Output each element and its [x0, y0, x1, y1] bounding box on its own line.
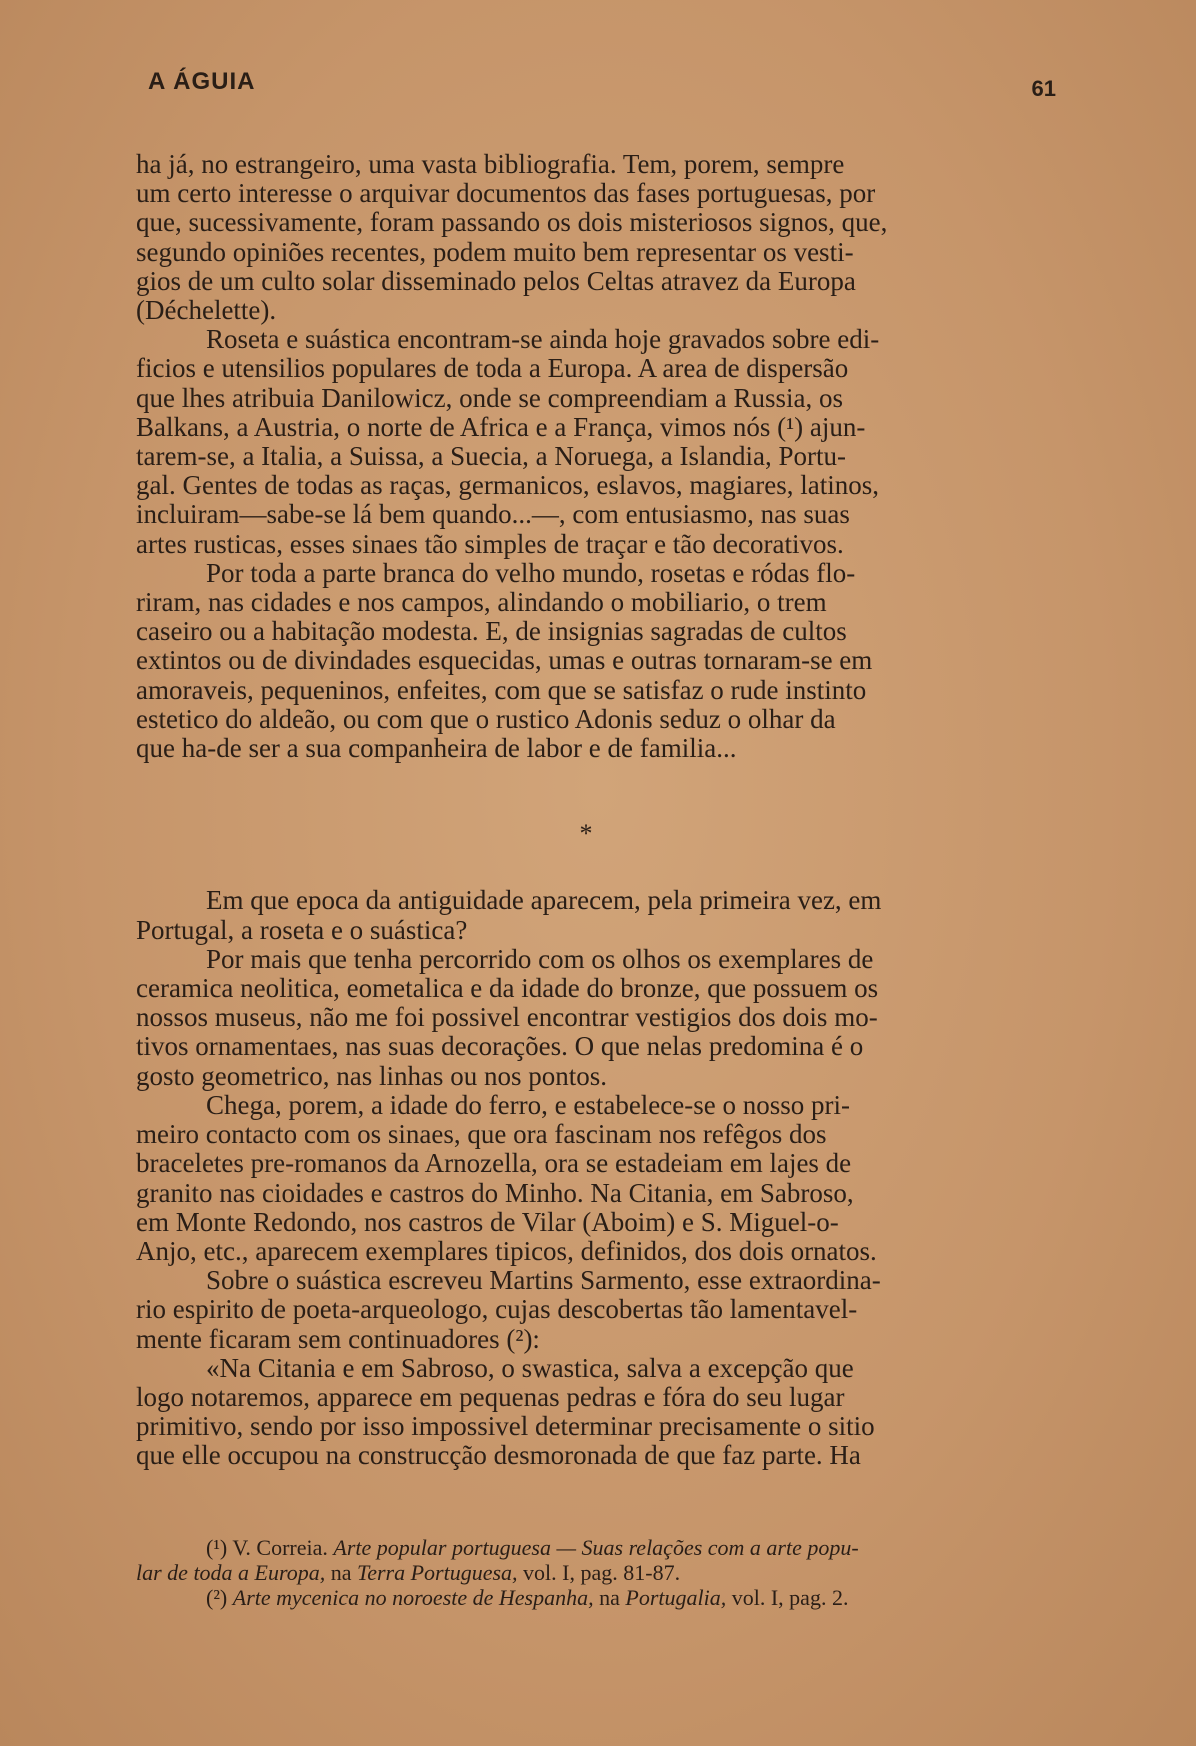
text-line: granito nas cioidades e castros do Minho. Na Citania, em Sabroso, — [136, 1177, 854, 1208]
footnotes — [136, 1535, 1036, 1610]
text-line: rio espirito de poeta-arqueologo, cujas descobertas tão lamentavel- — [136, 1294, 858, 1325]
text-line: ha já, no estrangeiro, uma vasta bibliografia. Tem, porem, sempre — [136, 149, 845, 179]
footnote-marker: (²) — [206, 1585, 228, 1610]
footnote-title: Arte popular portuguesa — Suas relações com a arte popu- — [333, 1535, 859, 1560]
text-line: tivos ornamentaes, nas suas decorações. O que nelas predomina é o — [136, 1031, 864, 1062]
footnote-1 — [136, 1535, 1036, 1560]
text-line: Em que epoca da antiguidade aparecem, pela primeira vez, em — [206, 885, 882, 916]
text-line: em Monte Redondo, nos castros de Vilar (Aboim) e S. Miguel-o- — [136, 1206, 839, 1237]
text-line: artes rusticas, esses sinaes tão simples de traçar e tão decorativos. — [136, 528, 844, 559]
text-line: gios de um culto solar disseminado pelos Celtas atravez da Europa — [136, 265, 856, 296]
text-line: Anjo, etc., aparecem exemplares tipicos, definidos, dos dois ornatos. — [136, 1235, 877, 1266]
running-head: A ÁGUIA — [148, 68, 256, 95]
text-line: Sobre o suástica escreveu Martins Sarmento, esse extraordina- — [206, 1265, 881, 1296]
text-line: Por mais que tenha percorrido com os olhos os exemplares de — [206, 943, 874, 974]
text-line: Chega, porem, a idade do ferro, e estabelece-se o nosso pri- — [206, 1089, 850, 1120]
footnote-connector: na — [330, 1560, 352, 1585]
text-line: amoraveis, pequeninos, enfeites, com que se satisfaz o rude instinto — [136, 674, 867, 705]
page-number: 61 — [1031, 76, 1056, 101]
text-line: caseiro ou a habitação modesta. E, de insignias sagradas de cultos — [136, 616, 847, 647]
text-line: extintos ou de divindades esquecidas, umas e outras tornaram-se em — [136, 645, 873, 676]
text-line: logo notaremos, apparece em pequenas pedras e fóra do seu lugar — [136, 1381, 845, 1412]
text-line: meiro contacto com os sinaes, que ora fascinam nos refêgos dos — [136, 1119, 827, 1150]
text-line: gal. Gentes de todas as raças, germanicos, eslavos, magiares, latinos, — [136, 470, 880, 501]
text-line: mente ficaram sem continuadores (²): — [136, 1323, 540, 1354]
footnote-title-continuation: lar de toda a Europa, — [136, 1560, 326, 1585]
footnote-reference: vol. I, pag. 2. — [731, 1585, 849, 1610]
text-line: tarem-se, a Italia, a Suissa, a Suecia, a Noruega, a Islandia, Portu- — [136, 441, 846, 472]
footnote-reference: vol. I, pag. 81-87. — [523, 1560, 681, 1585]
text-line: Por toda a parte branca do velho mundo, rosetas e ródas flo- — [206, 557, 856, 588]
text-line: Portugal, a roseta e o suástica? — [136, 914, 468, 945]
text-line: riram, nas cidades e nos campos, alindando o mobiliario, o trem — [136, 587, 827, 618]
text-line: primitivo, sendo por isso impossivel determinar precisamente o sitio — [136, 1411, 875, 1442]
text-line: que ha-de ser a sua companheira de labor e de familia... — [136, 733, 737, 764]
text-line: (Déchelette). — [136, 295, 277, 326]
text-line: «Na Citania e em Sabroso, o swastica, salva a excepção que — [206, 1352, 854, 1383]
footnote-title: Arte mycenica no noroeste de Hespanha, — [232, 1585, 594, 1610]
footnote-marker: (¹) — [206, 1535, 228, 1560]
text-line: Balkans, a Austria, o norte de Africa e a França, vimos nós (¹) ajun- — [136, 411, 866, 442]
text-line: ceramica neolitica, eometalica e da idade do bronze, que possuem os — [136, 973, 879, 1004]
footnote-journal: Portugalia, — [625, 1585, 727, 1610]
page-header — [148, 68, 1056, 108]
text-line: gosto geometrico, nas linhas ou nos pontos. — [136, 1060, 607, 1091]
footnote-1-continuation — [136, 1560, 1036, 1585]
footnote-journal: Terra Portuguesa, — [357, 1560, 518, 1585]
text-line: incluiram—sabe-se lá bem quando...—, com entusiasmo, nas suas — [136, 499, 850, 530]
text-line: braceletes pre-romanos da Arnozella, ora se estadeiam em lajes de — [136, 1148, 852, 1179]
text-line: nossos museus, não me foi possivel encontrar vestigios dos dois mo- — [136, 1002, 878, 1033]
text-line: ficios e utensilios populares de toda a Europa. A area de dispersão — [136, 353, 849, 384]
text-line: que elle occupou na construcção desmoronada de que faz parte. Ha — [136, 1440, 861, 1471]
text-line: que, sucessivamente, foram passando os dois misteriosos signos, que, — [136, 207, 888, 238]
text-line: estetico do aldeão, ou com que o rustico Adonis seduz o olhar da — [136, 703, 836, 734]
text-line: um certo interesse o arquivar documentos das fases portuguesas, por — [136, 178, 876, 209]
text-line: Roseta e suástica encontram-se ainda hoje gravados sobre edi- — [206, 324, 880, 355]
body-text — [136, 150, 1036, 1471]
section-separator: * — [579, 819, 593, 849]
footnote-2 — [136, 1585, 1036, 1610]
footnote-author: V. Correia. — [232, 1535, 328, 1560]
text-line: segundo opiniões recentes, podem muito bem representar os vesti- — [136, 236, 854, 267]
text-line: que lhes atribuia Danilowicz, onde se compreendiam a Russia, os — [136, 382, 844, 413]
footnote-connector: na — [599, 1585, 620, 1610]
